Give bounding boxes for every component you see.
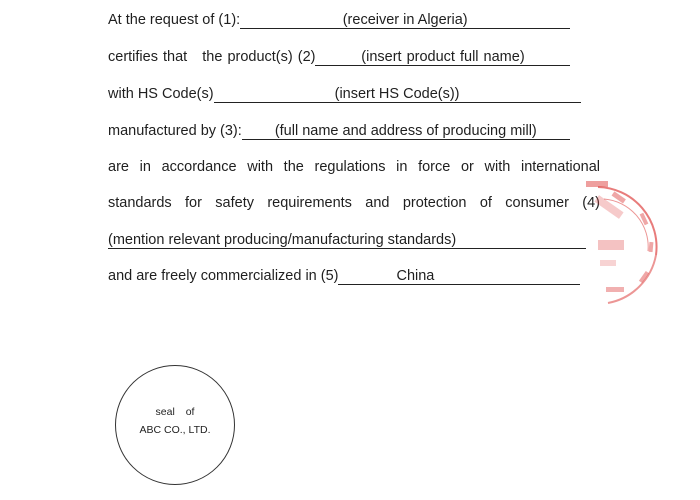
company-seal — [115, 365, 235, 485]
commercialized-line — [108, 266, 580, 286]
seal-company-name: ABC CO., LTD. — [139, 424, 211, 436]
manufacturer-label: manufactured by (3): — [108, 123, 242, 139]
hs-code-line — [108, 84, 581, 104]
receiver-field — [240, 12, 570, 29]
hs-code-value: (insert HS Code(s)) — [334, 86, 460, 102]
manufacturer-value: (full name and address of producing mill) — [274, 123, 537, 139]
manufacturing-standards-field — [108, 232, 586, 249]
receiver-value: (receiver in Algeria) — [342, 12, 468, 28]
request-label: At the request of (1): — [108, 12, 241, 28]
hs-code-field — [214, 86, 581, 103]
country-value: China — [396, 268, 435, 284]
hs-code-label: with HS Code(s) — [108, 86, 214, 102]
manufacturer-line — [108, 121, 570, 141]
country-field — [338, 268, 580, 285]
manufacturing-standards-line — [108, 230, 586, 250]
request-line — [108, 10, 570, 30]
product-line — [108, 47, 570, 67]
regulations-line: are in accordance with the regulations in force or with international — [108, 159, 600, 175]
product-value: (insert product full name) — [361, 49, 525, 65]
standards-line: standards for safety requirements and protection of consumer (4) — [108, 195, 600, 211]
product-field — [315, 49, 570, 66]
red-stamp-icon — [578, 175, 668, 305]
product-label: certifies that the product(s) (2) — [108, 49, 316, 65]
seal-label: seal of — [155, 406, 195, 418]
commercialized-label: and are freely commercialized in (5) — [108, 268, 339, 284]
manufacturing-standards-value: (mention relevant producing/manufacturing standards) — [108, 232, 457, 248]
manufacturer-field — [242, 123, 570, 140]
